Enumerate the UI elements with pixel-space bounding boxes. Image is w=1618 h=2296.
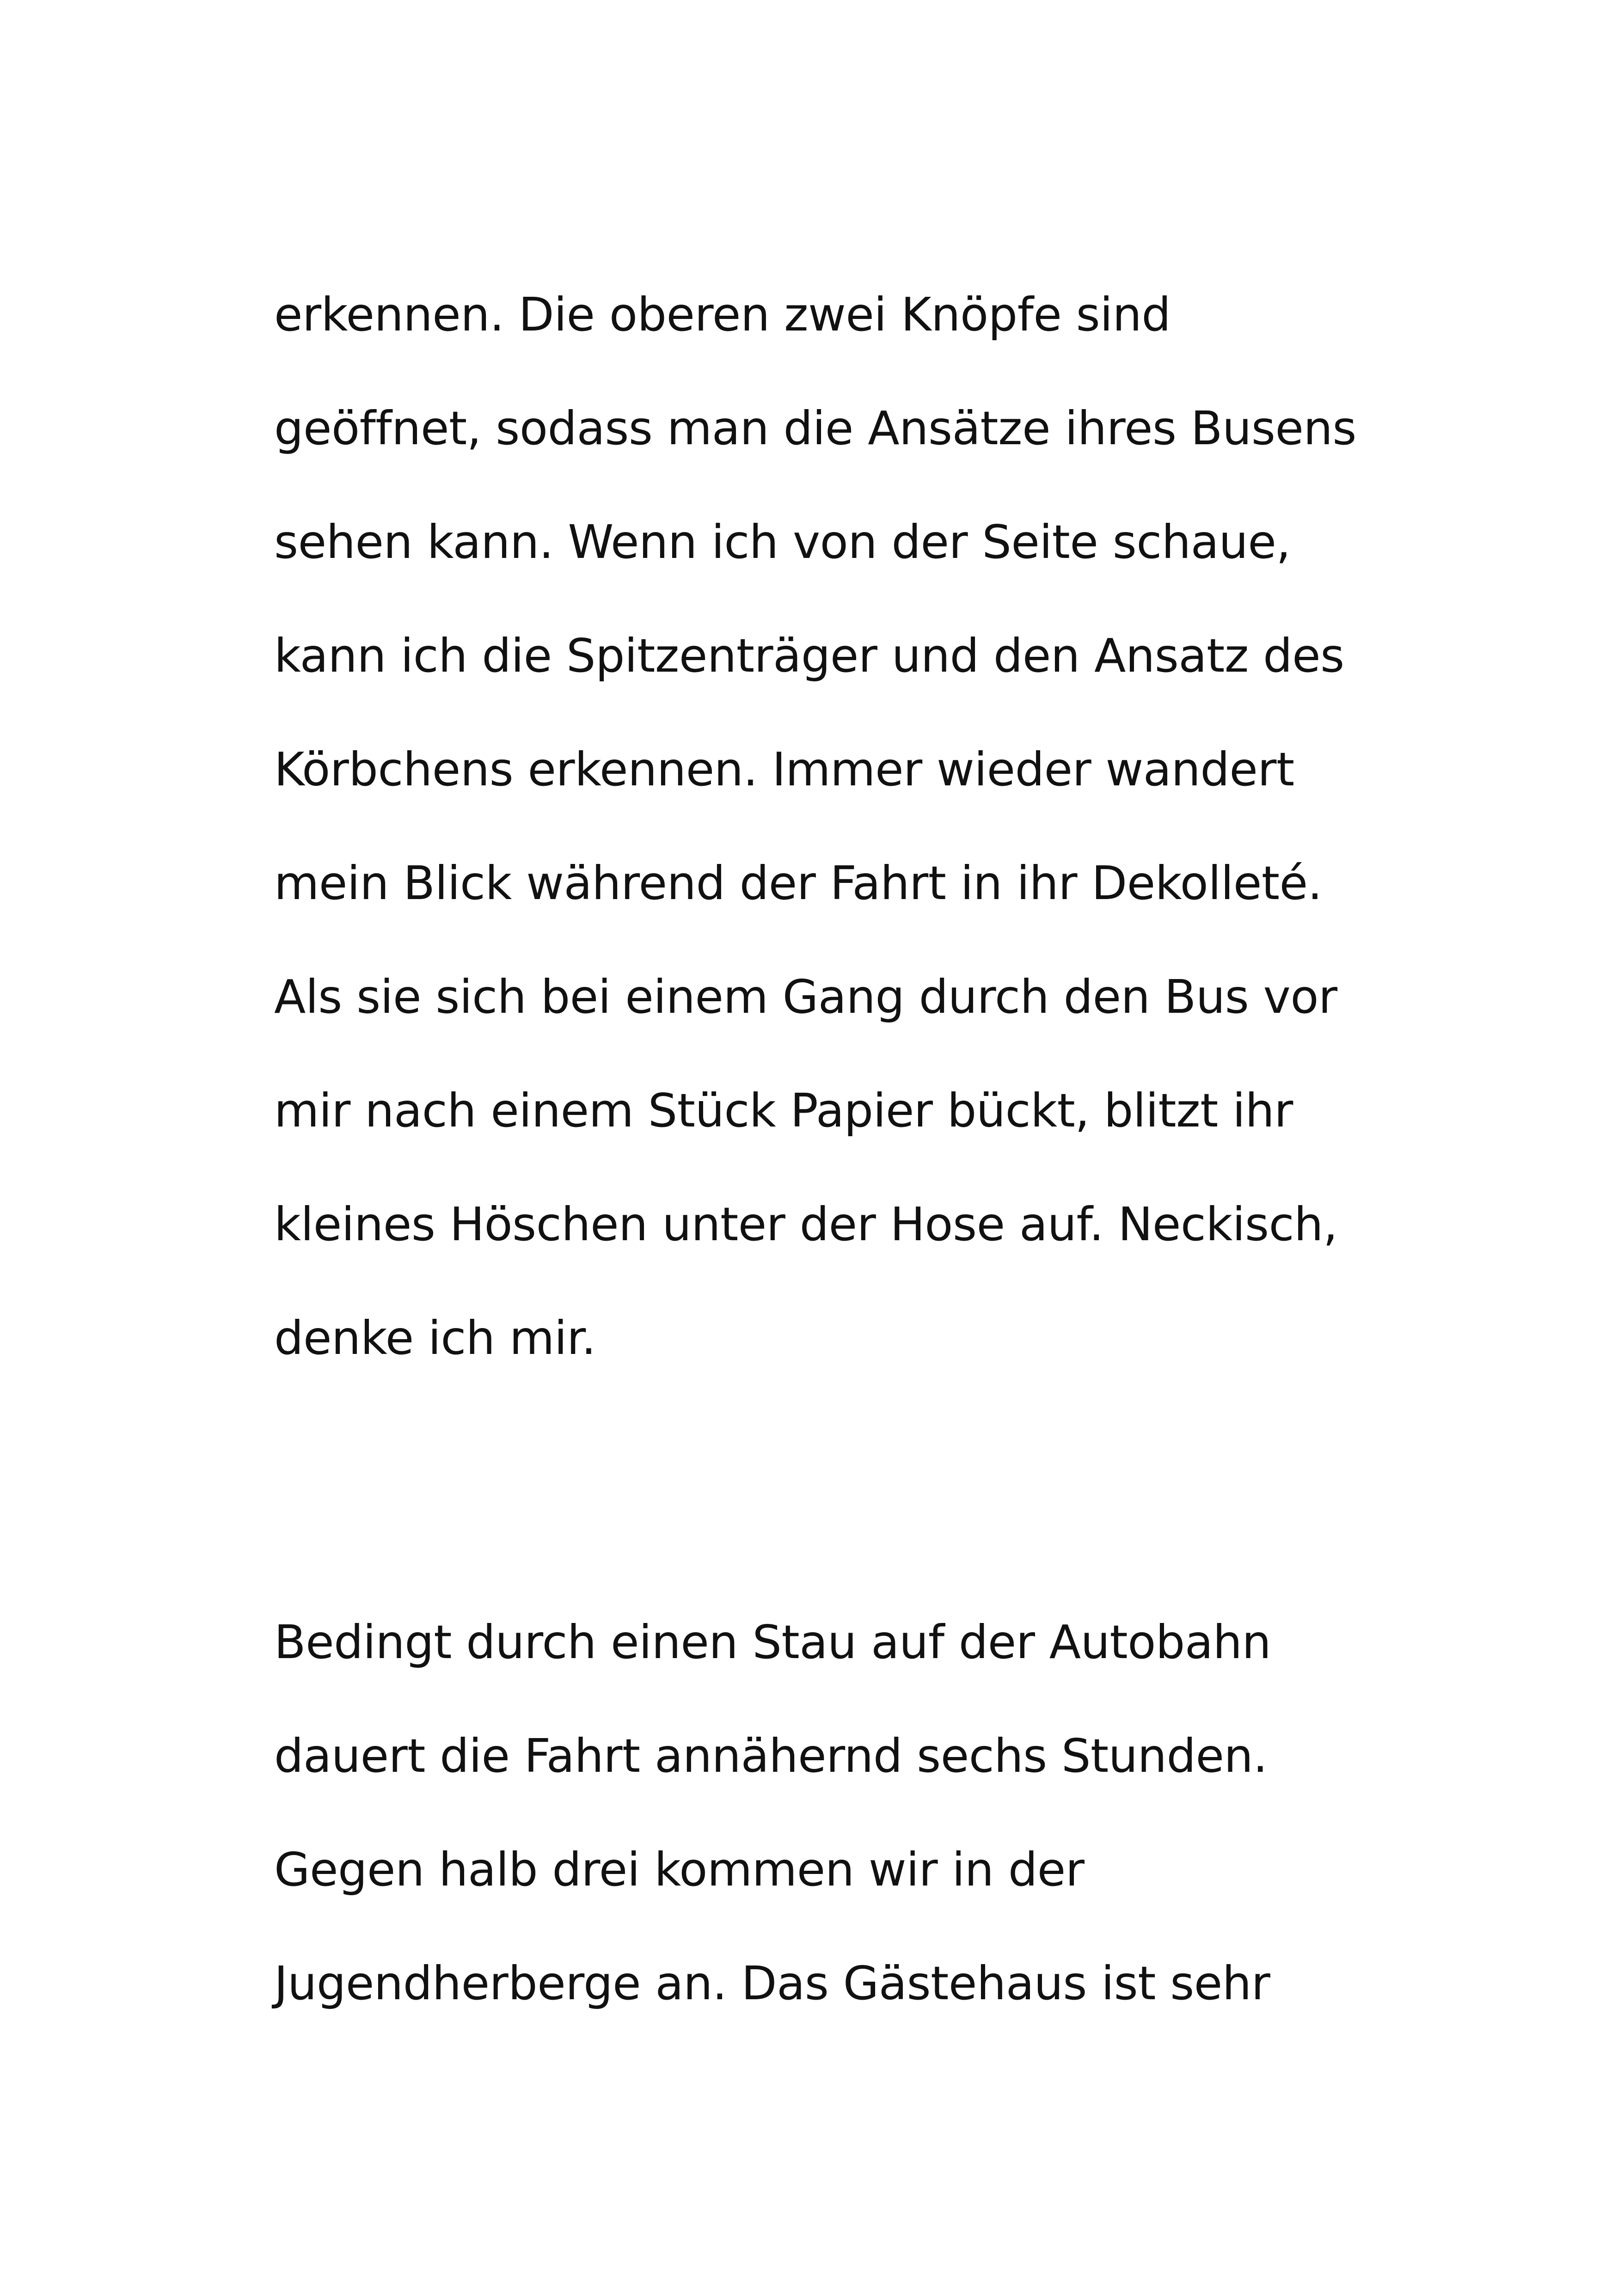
text-line: Jugendherberge an. Das Gästehaus ist sehr — [274, 1956, 1270, 2010]
text-line: Körbchens erkennen. Immer wieder wandert — [274, 742, 1294, 796]
text-line: erkennen. Die oberen zwei Knöpfe sind — [274, 288, 1171, 342]
text-line: mein Blick während der Fahrt in ihr Dekolleté. — [274, 856, 1322, 910]
text-line: sehen kann. Wenn ich von der Seite schaue, — [274, 515, 1291, 569]
text-line: denke ich mir. — [274, 1311, 596, 1365]
text-line: Bedingt durch einen Stau auf der Autobahn — [274, 1615, 1271, 1669]
paragraph-2 — [274, 1586, 1476, 2040]
text-line: geöffnet, sodass man die Ansätze ihres Busens — [274, 401, 1356, 455]
paragraph-1 — [274, 258, 1476, 1395]
text-line: Als sie sich bei einem Gang durch den Bus vor — [274, 970, 1337, 1024]
text-line: kleines Höschen unter der Hose auf. Neckisch, — [274, 1197, 1338, 1251]
text-line: kann ich die Spitzenträger und den Ansatz des — [274, 629, 1344, 683]
text-line: mir nach einem Stück Papier bückt, blitzt ihr — [274, 1084, 1293, 1138]
text-line: dauert die Fahrt annähernd sechs Stunden. — [274, 1729, 1268, 1783]
text-line: Gegen halb drei kommen wir in der — [274, 1843, 1085, 1897]
